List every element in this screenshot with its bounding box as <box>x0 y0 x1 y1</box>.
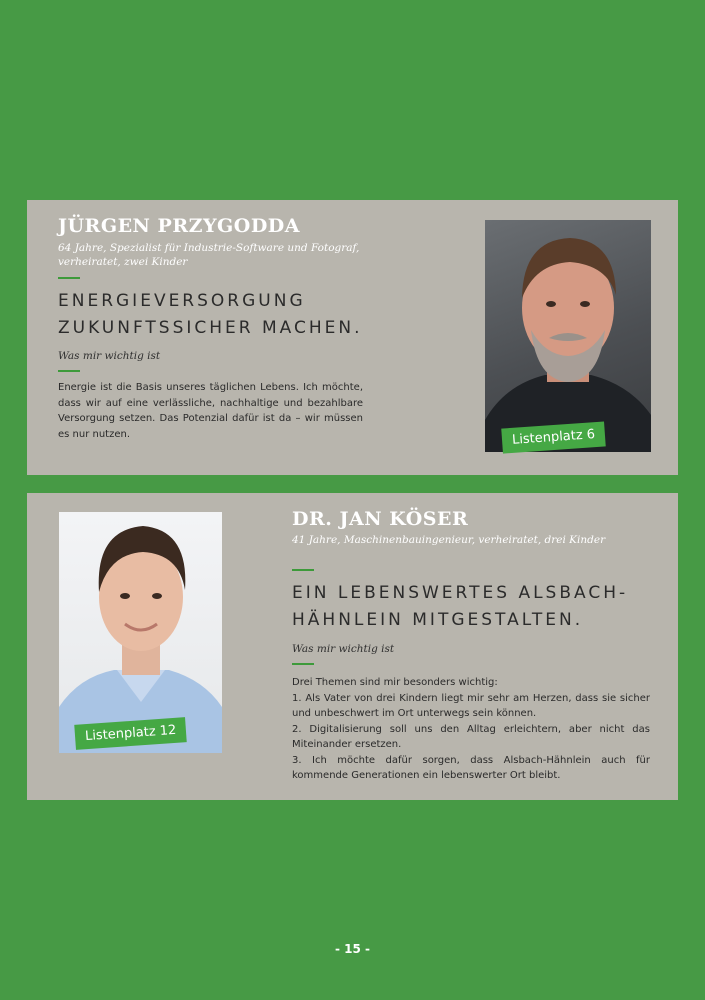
divider <box>58 277 80 279</box>
divider <box>292 663 314 665</box>
candidate-name: JÜRGEN PRZYGODDA <box>58 215 301 237</box>
statement-point-3: 3. Ich möchte dafür sorgen, dass Alsbach-Hähnlein auch für kommende Generationen ein lebenswerter Ort bleibt. <box>292 754 650 781</box>
section-label: Was mir wichtig ist <box>58 350 161 362</box>
candidate-headline <box>58 288 363 342</box>
candidate-subtitle: 64 Jahre, Spezialist für Industrie-Software und Fotograf, verheiratet, zwei Kinder <box>58 242 360 268</box>
candidate-subtitle: 41 Jahre, Maschinenbauingenieur, verheiratet, drei Kinder <box>292 534 606 546</box>
page-number: - 15 - <box>334 942 370 956</box>
candidate-photo <box>59 512 222 753</box>
statement-point-1: 1. Als Vater von drei Kindern liegt mir sehr am Herzen, dass sie sicher und unbeschwert im Ort unterwegs sein können. <box>292 692 650 719</box>
candidate-statement <box>292 675 650 784</box>
candidate-headline <box>292 580 628 634</box>
candidate-photo <box>485 220 651 452</box>
divider <box>292 569 314 571</box>
divider <box>58 370 80 372</box>
candidate-statement <box>58 380 363 442</box>
statement-intro: Drei Themen sind mir besonders wichtig: <box>292 677 498 688</box>
section-label: Was mir wichtig ist <box>292 643 395 655</box>
portrait-illustration <box>485 220 651 452</box>
candidate-name: DR. JAN KÖSER <box>292 508 469 530</box>
list-position-badge: Listenplatz 12 <box>74 717 187 750</box>
headline-line-1: ENERGIEVERSORGUNG <box>58 291 306 311</box>
headline-line-2: HÄHNLEIN MITGESTALTEN. <box>292 610 584 630</box>
candidate-card-przygodda <box>27 200 678 475</box>
statement-paragraph: Energie ist die Basis unseres täglichen Lebens. Ich möchte, dass wir auf eine verlässliche, nachhaltige und bezahlbare Versorgung setzen. Das Potenzial dafür ist da – wir müssen es nur nutzen. <box>58 382 363 440</box>
candidate-card-koeser <box>27 493 678 800</box>
headline-line-2: ZUKUNFTSSICHER MACHEN. <box>58 318 363 338</box>
portrait-illustration <box>59 512 222 753</box>
statement-point-2: 2. Digitalisierung soll uns den Alltag erleichtern, aber nicht das Miteinander ersetzen. <box>292 723 650 750</box>
list-position-badge: Listenplatz 6 <box>501 421 606 453</box>
headline-line-1: EIN LEBENSWERTES ALSBACH- <box>292 583 629 603</box>
